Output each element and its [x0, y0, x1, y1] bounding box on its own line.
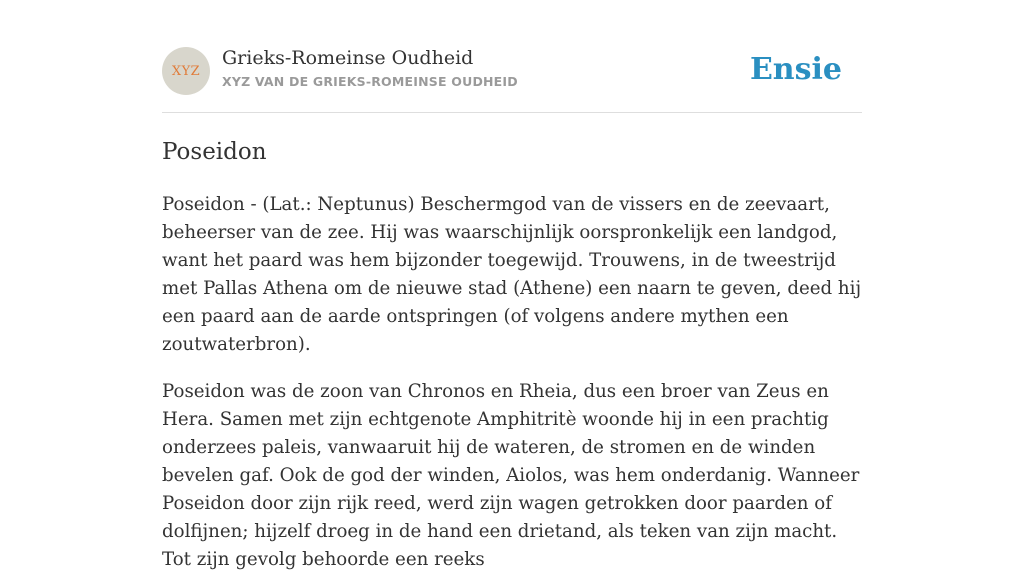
avatar-text: XYZ	[171, 63, 201, 79]
page	[162, 0, 862, 574]
brand-logo-link[interactable]: Ensie	[749, 52, 842, 87]
header-titles	[222, 46, 518, 90]
site-subtitle: XYZ VAN DE GRIEKS-ROMEINSE OUDHEID	[222, 74, 518, 89]
header	[162, 46, 862, 113]
article-paragraph: Poseidon - (Lat.: Neptunus) Beschermgod van de vissers en de zeevaart, beheerser van de zee. Hij was waarschijnlijk oorspronkelijk een landgod, want het paard was hem bijzonder toegewijd. Trouwens, in de tweestrijd met Pallas Athena om de nieuwe stad (Athene) een naarn te geven, deed hij een paard aan de aarde ontspringen (of volgens andere mythen een zoutwaterbron).	[162, 194, 862, 355]
article-paragraph: Poseidon was de zoon van Chronos en Rheia, dus een broer van Zeus en Hera. Samen met zijn echtgenote Amphitritè woonde hij in een prachtig onderzees paleis, vanwaaruit hij de wateren, de stromen en de winden bevelen gaf. Ook de god der winden, Aiolos, was hem onderdanig. Wanneer Poseidon door zijn rijk reed, werd zijn wagen getrokken door paarden of dolfijnen; hijzelf droeg in de hand een drietand, als teken van zijn macht. Tot zijn gevolg behoorde een reeks	[162, 381, 860, 570]
site-title[interactable]: Grieks-Romeinse Oudheid	[222, 47, 474, 69]
article-title: Poseidon	[162, 139, 267, 165]
avatar[interactable]	[162, 47, 210, 95]
